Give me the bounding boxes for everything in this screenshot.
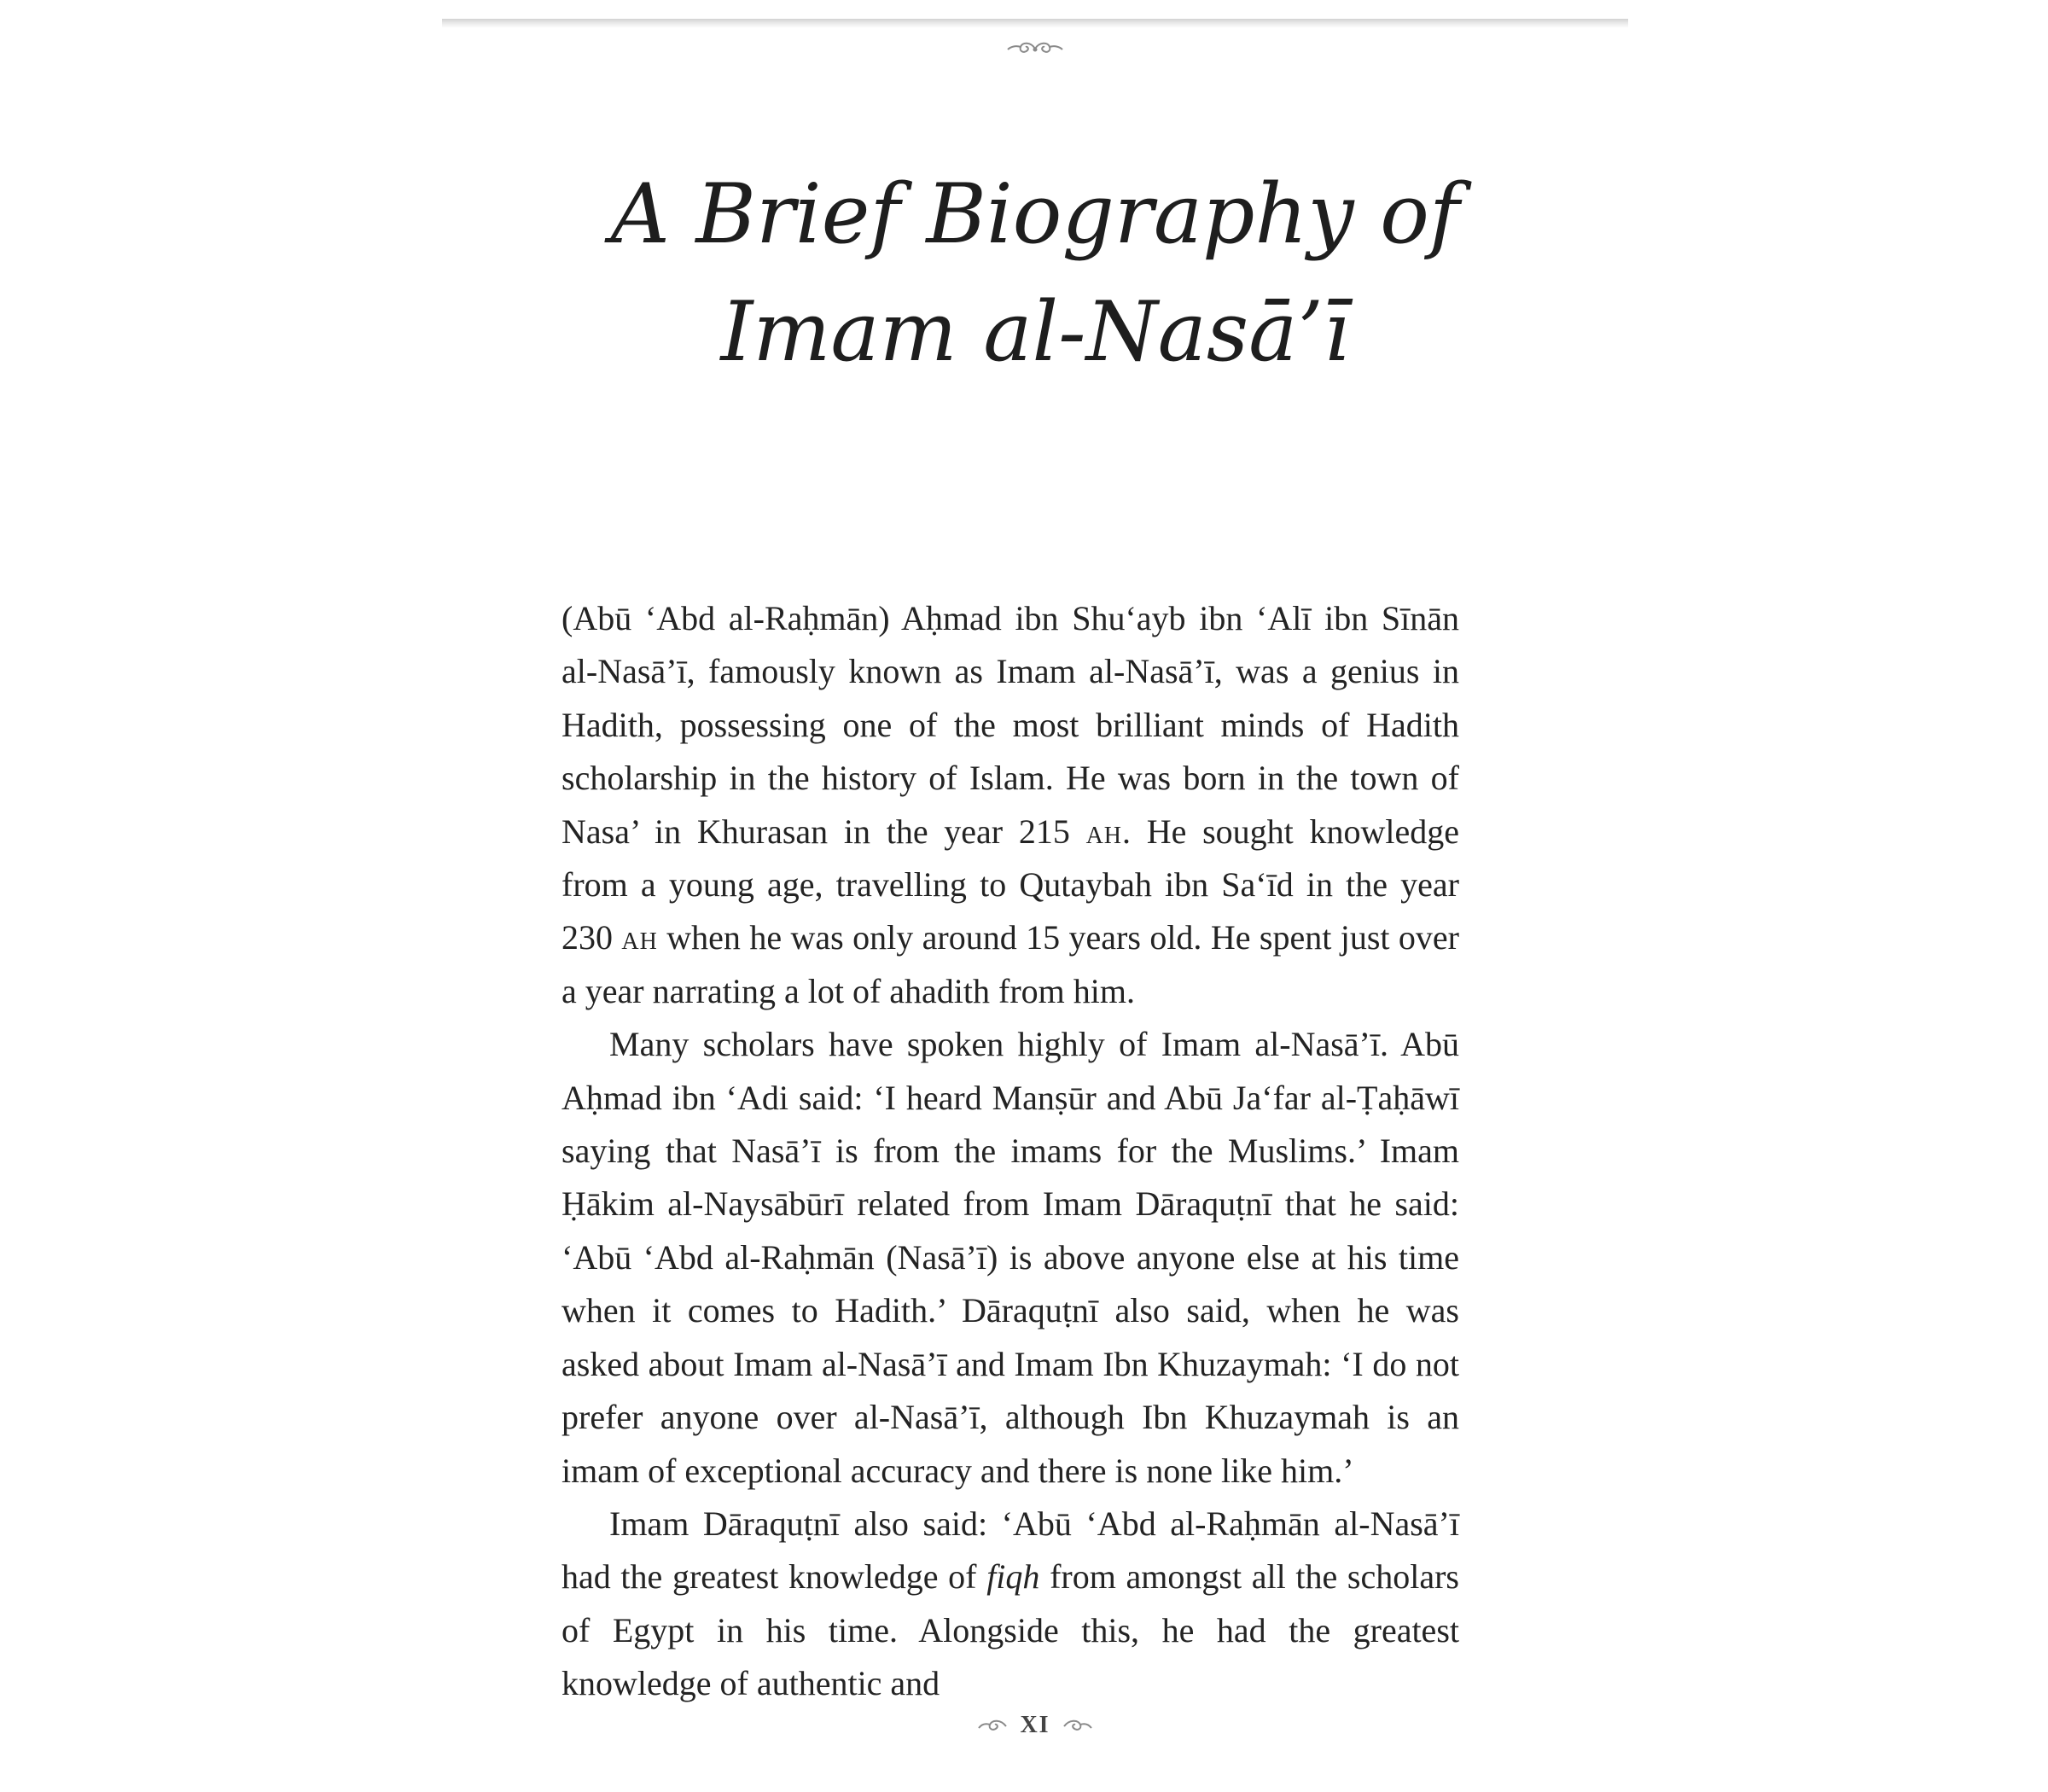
paragraph-1-text-c: when he was only around 15 years old. He spent just over a year narrating a lot of ahadith from him. xyxy=(561,918,1460,1010)
chapter-title-line-1: A Brief Biography of xyxy=(610,166,1460,262)
flourish-left-icon xyxy=(977,1716,1008,1735)
paragraph-3-text-b: from amongst all the scholars of Egypt in his time. Alongside this, he had the greatest knowledge of authentic and xyxy=(561,1557,1459,1703)
top-rule xyxy=(442,19,1628,27)
page-number: XI xyxy=(1020,1712,1050,1738)
fleuron-ornament-icon xyxy=(980,31,1091,65)
paragraph-2: Many scholars have spoken highly of Imam al-Nasā’ī. Abū Aḥmad ibn ‘Adi said: ‘I heard Manṣūr and Abū Ja‘far al-Ṭaḥāwī saying that Nasā’ī is from the imams for the Muslims.’ Imam Ḥākim al-Naysābūrī related from Imam Dāraquṭnī that he said: ‘Abū ‘Abd al-Raḥmān (Nasā’ī) is above anyone else at his time when it comes to Hadith.’ Dāraquṭnī also said, when he was asked about Imam al-Nasā’ī and Imam Ibn Khuzaymah: ‘I do not prefer anyone over al-Nasā’ī, although Ibn Khuzaymah is an imam of exceptional accuracy and there is none like him.’ xyxy=(561,1025,1459,1490)
paragraph-1-text-a: (Abū ‘Abd al-Raḥmān) Aḥmad ibn Shu‘ayb ibn ‘Alī ibn Sīnān al-Nasā’ī, famously known as Imam al-Nasā’ī, was a genius in Hadith, possessing one of the most brilliant minds of Hadith scholarship in the history of Islam. He was born in the town of Nasa’ in Khurasan in the year 215 xyxy=(561,599,1459,851)
italic-term: fiqh xyxy=(986,1557,1040,1597)
era-abbreviation: ah xyxy=(621,918,658,957)
chapter-title xyxy=(442,155,1628,391)
paragraph-1-text-b: . He sought knowledge from a young age, travelling to Qutaybah ibn Sa‘īd in the year 230 xyxy=(561,812,1460,957)
era-abbreviation: ah xyxy=(1085,812,1123,851)
book-page xyxy=(442,19,1628,1760)
paragraph-3 xyxy=(561,1498,1459,1711)
paragraph-3-text-a: Imam Dāraquṭnī also said: ‘Abū ‘Abd al-Raḥmān al-Nasā’ī had the greatest knowledge of xyxy=(561,1504,1459,1597)
page-footer xyxy=(442,1705,1628,1746)
chapter-title-line-2: Imam al-Nasā’ī xyxy=(720,284,1350,380)
paragraph-1 xyxy=(561,592,1459,1018)
flourish-right-icon xyxy=(1062,1716,1093,1735)
body-text xyxy=(561,592,1459,1711)
